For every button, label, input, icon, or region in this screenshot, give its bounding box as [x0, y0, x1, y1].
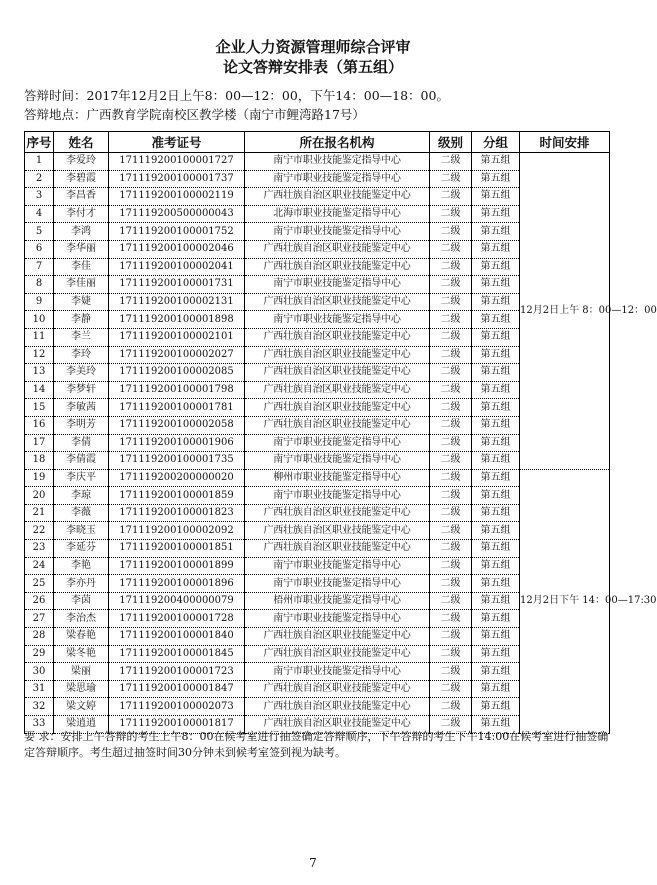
cell-no: 31	[25, 680, 54, 698]
cell-exam-id: 171119200100001735	[109, 452, 245, 470]
cell-no: 2	[25, 170, 54, 188]
cell-exam-id: 171119200100001859	[109, 487, 245, 505]
cell-group: 第五组	[472, 416, 520, 434]
table-row	[25, 469, 610, 487]
cell-name: 李晓玉	[54, 522, 109, 540]
cell-name: 李薇	[54, 504, 109, 522]
cell-exam-id: 171119200100002046	[109, 240, 245, 258]
cell-group: 第五组	[472, 469, 520, 487]
cell-exam-id: 171119200500000043	[109, 205, 245, 223]
header-exam-id: 准考证号	[109, 132, 245, 153]
cell-org: 南宁市职业技能鉴定指导中心	[245, 663, 430, 681]
cell-name: 李倩	[54, 434, 109, 452]
cell-no: 14	[25, 381, 54, 399]
cell-exam-id: 171119200100001898	[109, 311, 245, 329]
cell-no: 27	[25, 610, 54, 628]
header-name: 姓名	[54, 132, 109, 153]
cell-exam-id: 171119200100001896	[109, 575, 245, 593]
header-level: 级别	[430, 132, 472, 153]
cell-group: 第五组	[472, 240, 520, 258]
cell-name: 梁思瑜	[54, 680, 109, 698]
header-time: 时间安排	[520, 132, 610, 153]
cell-org: 南宁市职业技能鉴定指导中心	[245, 452, 430, 470]
cell-name: 李茵	[54, 592, 109, 610]
cell-org: 广西壮族自治区职业技能鉴定中心	[245, 540, 430, 558]
cell-level: 二级	[430, 328, 472, 346]
session-afternoon-time: 12月2日下午 14：00—17:30	[520, 469, 610, 733]
defense-time-info: 答辩时间：2017年12月2日上午8：00—12：00，下午14：00—18：00。	[24, 88, 449, 103]
cell-group: 第五组	[472, 153, 520, 171]
cell-group: 第五组	[472, 592, 520, 610]
cell-exam-id: 171119200200000020	[109, 469, 245, 487]
cell-org: 广西壮族自治区职业技能鉴定中心	[245, 522, 430, 540]
cell-name: 李明芳	[54, 416, 109, 434]
cell-level: 二级	[430, 205, 472, 223]
cell-group: 第五组	[472, 346, 520, 364]
cell-exam-id: 171119200100001781	[109, 399, 245, 417]
cell-name: 梁文婷	[54, 698, 109, 716]
cell-name: 李美玲	[54, 364, 109, 382]
cell-no: 25	[25, 575, 54, 593]
cell-no: 30	[25, 663, 54, 681]
cell-level: 二级	[430, 381, 472, 399]
cell-level: 二级	[430, 170, 472, 188]
cell-group: 第五组	[472, 399, 520, 417]
cell-name: 李华丽	[54, 240, 109, 258]
cell-org: 南宁市职业技能鉴定指导中心	[245, 487, 430, 505]
cell-level: 二级	[430, 364, 472, 382]
cell-no: 20	[25, 487, 54, 505]
cell-no: 23	[25, 540, 54, 558]
schedule-body	[25, 153, 657, 734]
cell-group: 第五组	[472, 663, 520, 681]
cell-name: 李静	[54, 311, 109, 329]
session-morning-time: 12月2日上午 8：00—12：00	[520, 153, 610, 470]
cell-name: 李亦丹	[54, 575, 109, 593]
cell-exam-id: 171119200100001817	[109, 716, 245, 734]
cell-exam-id: 171119200400000079	[109, 592, 245, 610]
cell-no: 7	[25, 258, 54, 276]
cell-exam-id: 171119200100001727	[109, 153, 245, 171]
cell-name: 李倩霞	[54, 452, 109, 470]
cell-group: 第五组	[472, 716, 520, 734]
cell-level: 二级	[430, 716, 472, 734]
cell-group: 第五组	[472, 311, 520, 329]
cell-org: 南宁市职业技能鉴定指导中心	[245, 276, 430, 294]
cell-no: 26	[25, 592, 54, 610]
cell-name: 李琼	[54, 487, 109, 505]
cell-exam-id: 171119200100001728	[109, 610, 245, 628]
cell-group: 第五组	[472, 487, 520, 505]
cell-group: 第五组	[472, 628, 520, 646]
cell-level: 二级	[430, 399, 472, 417]
cell-level: 二级	[430, 153, 472, 171]
cell-name: 李鸿	[54, 223, 109, 241]
cell-name: 李延芬	[54, 540, 109, 558]
cell-group: 第五组	[472, 434, 520, 452]
cell-no: 18	[25, 452, 54, 470]
cell-org: 广西壮族自治区职业技能鉴定中心	[245, 240, 430, 258]
cell-exam-id: 171119200100002027	[109, 346, 245, 364]
cell-name: 李付才	[54, 205, 109, 223]
cell-org: 广西壮族自治区职业技能鉴定中心	[245, 328, 430, 346]
cell-group: 第五组	[472, 276, 520, 294]
cell-group: 第五组	[472, 328, 520, 346]
cell-org: 广西壮族自治区职业技能鉴定中心	[245, 364, 430, 382]
cell-org: 广西壮族自治区职业技能鉴定中心	[245, 716, 430, 734]
cell-org: 广西壮族自治区职业技能鉴定中心	[245, 293, 430, 311]
cell-level: 二级	[430, 610, 472, 628]
cell-name: 李治杰	[54, 610, 109, 628]
title-line-1: 企业人力资源管理师综合评审	[215, 38, 411, 56]
cell-exam-id: 171119200100001840	[109, 628, 245, 646]
cell-no: 32	[25, 698, 54, 716]
cell-group: 第五组	[472, 223, 520, 241]
cell-exam-id: 171119200100001723	[109, 663, 245, 681]
cell-no: 11	[25, 328, 54, 346]
cell-name: 李佳	[54, 258, 109, 276]
defense-place-info: 答辩地点：广西教育学院南校区教学楼（南宁市鲤湾路17号）	[24, 107, 365, 122]
cell-name: 李敏茜	[54, 399, 109, 417]
cell-group: 第五组	[472, 698, 520, 716]
cell-level: 二级	[430, 487, 472, 505]
cell-name: 李庆平	[54, 469, 109, 487]
cell-exam-id: 171119200100001845	[109, 645, 245, 663]
requirements-note: 要 求：安排上午答辩的考生上午8：00在候考室进行抽签确定答辩顺序，下午答辩的考生下午14:00在候考室进行抽签确定答辩顺序。考生超过抽签时间30分钟未到候考室签到视为缺考。	[24, 730, 609, 759]
cell-org: 广西壮族自治区职业技能鉴定中心	[245, 258, 430, 276]
cell-level: 二级	[430, 628, 472, 646]
cell-group: 第五组	[472, 452, 520, 470]
cell-no: 17	[25, 434, 54, 452]
cell-org: 广西壮族自治区职业技能鉴定中心	[245, 628, 430, 646]
cell-exam-id: 171119200100001906	[109, 434, 245, 452]
cell-level: 二级	[430, 452, 472, 470]
cell-exam-id: 171119200100002073	[109, 698, 245, 716]
cell-no: 28	[25, 628, 54, 646]
cell-exam-id: 171119200100001737	[109, 170, 245, 188]
cell-exam-id: 171119200100001899	[109, 557, 245, 575]
cell-org: 广西壮族自治区职业技能鉴定中心	[245, 645, 430, 663]
cell-group: 第五组	[472, 680, 520, 698]
cell-name: 李佳丽	[54, 276, 109, 294]
cell-name: 李梦轩	[54, 381, 109, 399]
cell-no: 21	[25, 504, 54, 522]
cell-exam-id: 171119200100002058	[109, 416, 245, 434]
cell-level: 二级	[430, 592, 472, 610]
cell-org: 南宁市职业技能鉴定指导中心	[245, 575, 430, 593]
cell-org: 南宁市职业技能鉴定指导中心	[245, 557, 430, 575]
cell-no: 8	[25, 276, 54, 294]
cell-name: 梁冬艳	[54, 645, 109, 663]
cell-no: 19	[25, 469, 54, 487]
cell-no: 4	[25, 205, 54, 223]
cell-name: 李艳	[54, 557, 109, 575]
cell-exam-id: 171119200100002041	[109, 258, 245, 276]
cell-level: 二级	[430, 434, 472, 452]
cell-no: 16	[25, 416, 54, 434]
cell-no: 15	[25, 399, 54, 417]
cell-org: 广西壮族自治区职业技能鉴定中心	[245, 504, 430, 522]
cell-level: 二级	[430, 240, 472, 258]
cell-level: 二级	[430, 645, 472, 663]
table-row	[25, 153, 610, 171]
header-group: 分组	[472, 132, 520, 153]
cell-exam-id: 171119200100001752	[109, 223, 245, 241]
cell-name: 梁逍逍	[54, 716, 109, 734]
cell-level: 二级	[430, 522, 472, 540]
cell-exam-id: 171119200100001731	[109, 276, 245, 294]
cell-org: 广西壮族自治区职业技能鉴定中心	[245, 698, 430, 716]
cell-exam-id: 171119200100001798	[109, 381, 245, 399]
cell-name: 李爱玲	[54, 153, 109, 171]
cell-group: 第五组	[472, 540, 520, 558]
cell-exam-id: 171119200100001847	[109, 680, 245, 698]
cell-level: 二级	[430, 680, 472, 698]
cell-level: 二级	[430, 469, 472, 487]
table-header-row	[25, 132, 610, 153]
cell-org: 北海市职业技能鉴定指导中心	[245, 205, 430, 223]
cell-name: 李昌香	[54, 188, 109, 206]
cell-no: 1	[25, 153, 54, 171]
cell-level: 二级	[430, 346, 472, 364]
cell-org: 南宁市职业技能鉴定指导中心	[245, 153, 430, 171]
schedule-table	[24, 131, 657, 734]
header-no: 序号	[25, 132, 54, 153]
cell-exam-id: 171119200100002131	[109, 293, 245, 311]
cell-level: 二级	[430, 258, 472, 276]
cell-no: 6	[25, 240, 54, 258]
title-line-2: 论文答辩安排表（第五组）	[222, 58, 403, 76]
cell-exam-id: 171119200100002085	[109, 364, 245, 382]
cell-group: 第五组	[472, 293, 520, 311]
cell-name: 李婕	[54, 293, 109, 311]
cell-no: 22	[25, 522, 54, 540]
cell-group: 第五组	[472, 381, 520, 399]
cell-org: 南宁市职业技能鉴定指导中心	[245, 610, 430, 628]
cell-group: 第五组	[472, 205, 520, 223]
cell-level: 二级	[430, 698, 472, 716]
cell-name: 李兰	[54, 328, 109, 346]
cell-group: 第五组	[472, 504, 520, 522]
cell-name: 梁丽	[54, 663, 109, 681]
cell-name: 李碧霞	[54, 170, 109, 188]
cell-exam-id: 171119200100001851	[109, 540, 245, 558]
cell-level: 二级	[430, 311, 472, 329]
cell-org: 广西壮族自治区职业技能鉴定中心	[245, 346, 430, 364]
cell-org: 梧州市职业技能鉴定指导中心	[245, 592, 430, 610]
cell-group: 第五组	[472, 258, 520, 276]
cell-no: 33	[25, 716, 54, 734]
cell-group: 第五组	[472, 364, 520, 382]
cell-no: 3	[25, 188, 54, 206]
cell-org: 南宁市职业技能鉴定指导中心	[245, 434, 430, 452]
cell-group: 第五组	[472, 575, 520, 593]
cell-level: 二级	[430, 416, 472, 434]
cell-org: 广西壮族自治区职业技能鉴定中心	[245, 680, 430, 698]
cell-group: 第五组	[472, 522, 520, 540]
cell-level: 二级	[430, 293, 472, 311]
cell-no: 24	[25, 557, 54, 575]
cell-org: 柳州市职业技能鉴定指导中心	[245, 469, 430, 487]
page-number: 7	[309, 856, 317, 870]
cell-no: 9	[25, 293, 54, 311]
cell-org: 南宁市职业技能鉴定指导中心	[245, 223, 430, 241]
cell-level: 二级	[430, 276, 472, 294]
cell-name: 李玲	[54, 346, 109, 364]
cell-name: 梁春艳	[54, 628, 109, 646]
cell-group: 第五组	[472, 645, 520, 663]
cell-level: 二级	[430, 188, 472, 206]
cell-exam-id: 171119200100002101	[109, 328, 245, 346]
cell-org: 广西壮族自治区职业技能鉴定中心	[245, 188, 430, 206]
cell-group: 第五组	[472, 610, 520, 628]
cell-no: 10	[25, 311, 54, 329]
cell-exam-id: 171119200100002119	[109, 188, 245, 206]
cell-group: 第五组	[472, 188, 520, 206]
cell-level: 二级	[430, 540, 472, 558]
cell-level: 二级	[430, 504, 472, 522]
cell-group: 第五组	[472, 557, 520, 575]
header-org: 所在报名机构	[245, 132, 430, 153]
cell-level: 二级	[430, 557, 472, 575]
cell-org: 南宁市职业技能鉴定指导中心	[245, 311, 430, 329]
cell-exam-id: 171119200100002092	[109, 522, 245, 540]
cell-no: 13	[25, 364, 54, 382]
cell-level: 二级	[430, 575, 472, 593]
cell-no: 29	[25, 645, 54, 663]
cell-org: 广西壮族自治区职业技能鉴定中心	[245, 399, 430, 417]
cell-group: 第五组	[472, 170, 520, 188]
cell-exam-id: 171119200100001823	[109, 504, 245, 522]
cell-org: 广西壮族自治区职业技能鉴定中心	[245, 416, 430, 434]
cell-level: 二级	[430, 223, 472, 241]
cell-org: 南宁市职业技能鉴定指导中心	[245, 170, 430, 188]
cell-level: 二级	[430, 663, 472, 681]
cell-org: 广西壮族自治区职业技能鉴定中心	[245, 381, 430, 399]
cell-no: 12	[25, 346, 54, 364]
cell-no: 5	[25, 223, 54, 241]
